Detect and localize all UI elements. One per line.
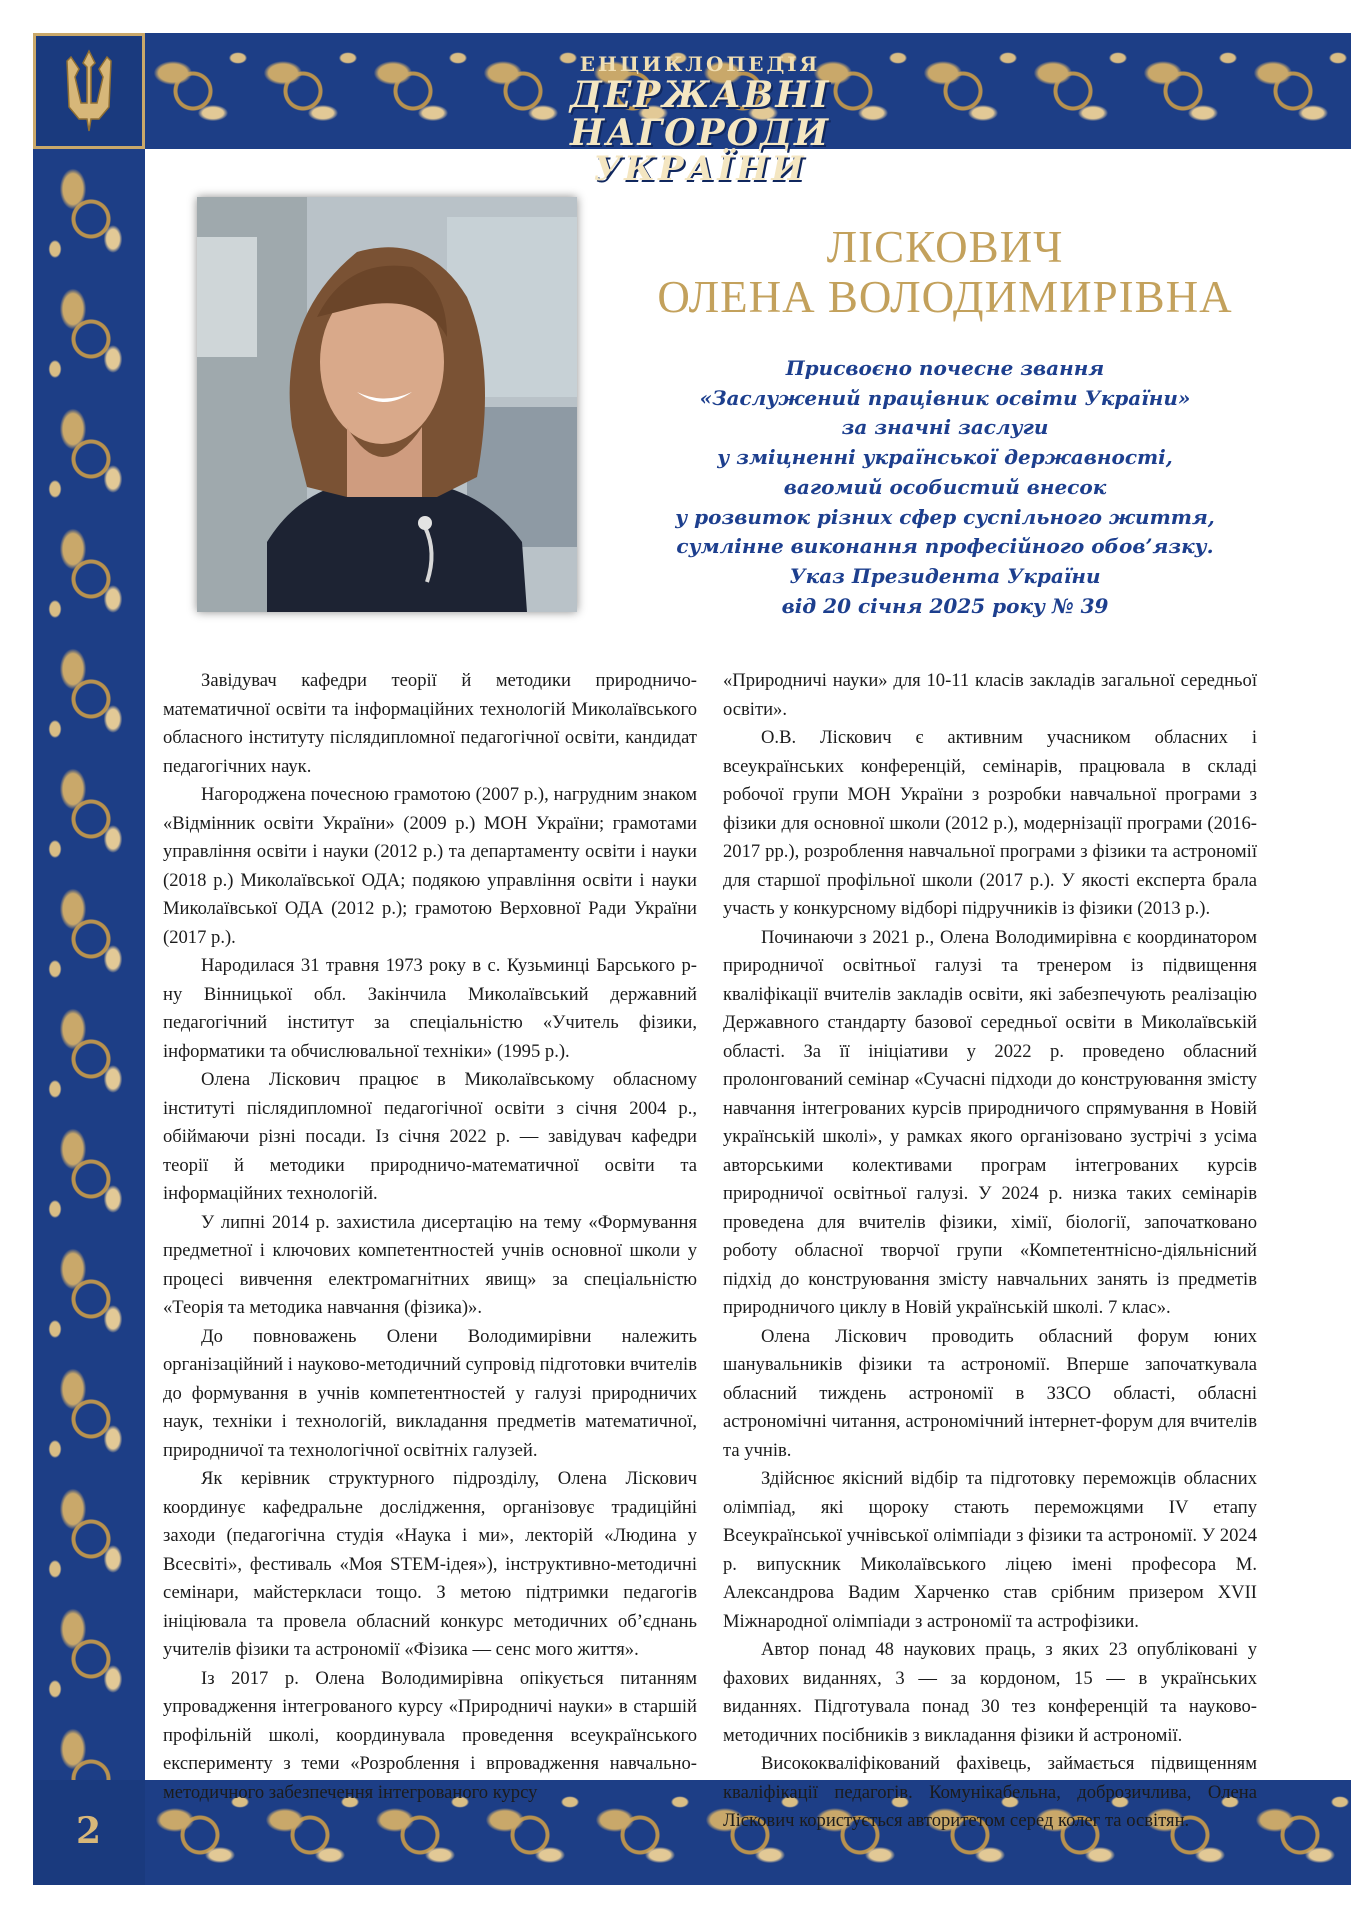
ornamental-frame-left <box>33 149 145 1789</box>
surname: ЛІСКОВИЧ <box>826 222 1064 272</box>
portrait-photo <box>197 197 577 612</box>
banner-line-1: ЕНЦИКЛОПЕДІЯ <box>579 52 821 76</box>
paragraph: Олена Ліскович працює в Миколаївському обласному інституті післядипломної педагогічної освіти з січня 2004 р., обіймаючи різні посади. Із січня 2022 р. — завідувач кафедри теорії й методики природничо-математичної освіти та інформаційних технологій. <box>163 1069 697 1204</box>
page-number: 2 <box>76 1810 102 1852</box>
paragraph: Нагороджена почесною грамотою (2007 р.), нагрудним знаком «Відмінник освіти України» (2009 р.) МОН України; грамотами управління освіти і науки (2012 р.) та департаменту освіти і науки (2018 р.) Миколаївської ОДА; подякою управління освіти і науки Миколаївської ОДА (2012 р.); грамотою Верховної Ради України (2017 р.). <box>163 784 697 948</box>
paragraph: Здійснює якісний відбір та підготовку переможців обласних олімпіад, які щороку стають переможцями IV етапу Всеукраїнської учнівської олімпіади з фізики та астрономії. У 2024 р. випускник Миколаївського ліцею імені професора М. Александрова Вадим Харченко став срібним призером XVII Міжнародної олімпіади з астрономії та астрофізики. <box>723 1468 1257 1632</box>
paragraph: Висококваліфікований фахівець, займається підвищенням кваліфікації педагогів. Комунікабельна, доброзичлива, Олена Ліскович користується авторитетом серед колег та освітян. <box>723 1753 1257 1831</box>
paragraph: Автор понад 48 наукових праць, з яких 23 опубліковані у фахових виданнях, 3 — за кордоном, 15 — в українських виданнях. Підготувала понад 30 тез конференцій та науково-методичних посібників з викладання фізики й астрономії. <box>723 1639 1257 1746</box>
paragraph: Із 2017 р. Олена Володимирівна опікується питанням упровадження інтегрованого курсу «Природничі науки» в старшій профільній школі, координувала проведення всеукраїнського експерименту з теми «Розроблення і впровадження навчально-методичного забезпечення інтегрованого курсу <box>163 1667 697 1803</box>
paragraph: До повноважень Олени Володимирівни належить організаційний і науково-методичний супровід підготовки вчителів до формування в учнів компетентностей у галузі природничих наук, техніки і технологій, викладання предметів математичної, природничої та технологічної освітніх галузей. <box>163 1325 697 1461</box>
award-line: у зміцненні української державності, <box>717 445 1173 470</box>
paragraph: Як керівник структурного підрозділу, Олена Ліскович координує кафедральне дослідження, організовує традиційні заходи (педагогічна студія «Наука і ми», лекторій «Людина у Всесвіті», фестиваль «Моя STEM-ідея»), інструктивно-методичні семінари, майстеркласи тощо. З метою підтримки педагогів ініціювала та провела обласний конкурс методичних об’єднань учителів фізики та астрономії «Фізика — сенс мого життя». <box>163 1468 697 1660</box>
award-line: від 20 січня 2025 року № 39 <box>781 593 1109 618</box>
award-line: вагомий особистий внесок <box>783 474 1107 499</box>
award-statement <box>620 354 1270 621</box>
award-line: сумлінне виконання професійного обов’язку. <box>676 534 1214 559</box>
given-names: ОЛЕНА ВОЛОДИМИРІВНА <box>657 272 1233 322</box>
award-line: Указ Президента України <box>789 563 1101 588</box>
paragraph: Починаючи з 2021 р., Олена Володимирівна є координатором природничої освітньої галузі та тренером із підвищення кваліфікації вчителів закладів освіти, які забезпечують реалізацію Державного стандарту базової середньої освіти в Миколаївській області. За її ініціативи у 2022 р. проведено обласний пролонгований семінар «Сучасні підходи до конструювання змісту навчання інтегрованих курсів природничого спрямування в Новій українській школі», у рамках якого організовано зустрічі з усіма авторськими колективами програм інтегрованих курсів природничої освітньої галузі. У 2024 р. низка таких семінарів проведена для вчителів фізики, хімії, біології, започатковано роботу обласної творчої групи «Компетентнісно-діяльнісний підхід до конструювання змісту навчальних занять із предметів природничого циклу в Новій українській школі. 7 клас». <box>723 926 1257 1318</box>
banner-line-2: ДЕРЖАВНІ НАГОРОДИ <box>569 74 831 154</box>
award-line: у розвиток різних сфер суспільного життя, <box>675 504 1215 529</box>
paragraph: О.В. Ліскович є активним учасником обласних і всеукраїнських конференцій, семінарів, працювала в складі робочої групи МОН України з розробки навчальної програми з фізики для основної школи (2012 р.), модернізації програми (2016-2017 рр.), розроблення навчальної програми з фізики та астрономії для старшої профільної школи (2017 р.). У якості експерта брала участь у конкурсному відборі підручників із фізики (2013 р.). <box>723 727 1257 919</box>
biography-column-left <box>163 667 697 1807</box>
encyclopedia-banner <box>470 52 930 189</box>
paragraph: Олена Ліскович проводить обласний форум юних шанувальників фізики та астрономії. Вперше започаткувала обласний тиждень астрономії в ЗЗСО області, обласні астрономічні читання, астрономічний інтернет-форум для вчителів та учнів. <box>723 1325 1257 1461</box>
trident-icon <box>61 47 117 135</box>
paragraph: Завідувач кафедри теорії й методики природничо-математичної освіти та інформаційних технологій Миколаївського обласного інституту післядипломної педагогічної освіти, кандидат педагогічних наук. <box>163 670 697 777</box>
biography-column-right <box>723 667 1257 1836</box>
paragraph-continuation: «Природничі науки» для 10-11 класів закладів загальної середньої освіти». <box>723 670 1257 720</box>
banner-line-3: УКРАЇНИ <box>593 149 807 189</box>
award-line: «Заслужений працівник освіти України» <box>699 385 1191 410</box>
paragraph: Народилася 31 травня 1973 року в с. Кузьминці Барського р-ну Вінницької обл. Закінчила Миколаївський державний педагогічний інститут за спеціальністю «Учитель фізики, інформатики та обчислювальної техніки» (1995 р.). <box>163 955 697 1062</box>
award-line: за значні заслуги <box>841 415 1049 440</box>
person-name <box>620 222 1270 322</box>
coat-of-arms-corner <box>33 33 145 149</box>
paragraph: У липні 2014 р. захистила дисертацію на тему «Формування предметної і ключових компетентностей учнів основної школи у процесі вивчення електромагнітних явищ» за спеціальністю «Теорія та методика навчання (фізика)». <box>163 1211 697 1318</box>
award-line: Присвоєно почесне звання <box>785 356 1105 380</box>
